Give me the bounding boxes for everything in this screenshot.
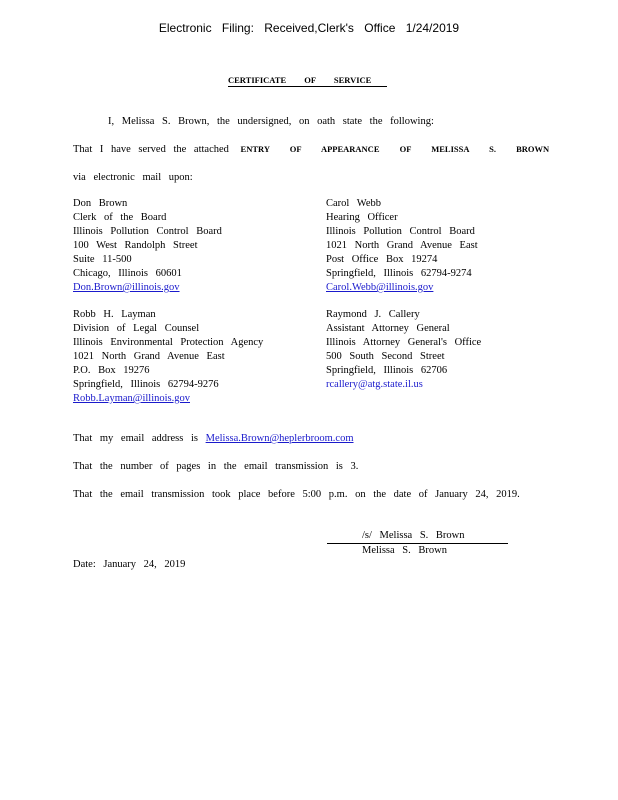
email-prefix: That my email address is [73, 433, 198, 444]
recipient-city: Chicago, Illinois 60601 [73, 268, 182, 279]
recipient-organization: Illinois Environmental Protection Agency [73, 337, 264, 348]
email-address-statement [73, 433, 376, 444]
recipient-po-box: Post Office Box 19274 [326, 254, 438, 265]
recipient-email-link[interactable]: Don.Brown@illinois.gov [73, 282, 180, 293]
recipient-street: 100 West Randolph Street [73, 240, 198, 251]
recipient-block [73, 197, 222, 295]
recipient-title: Assistant Attorney General [326, 323, 450, 334]
recipient-title: Clerk of the Board [73, 212, 167, 223]
served-statement [73, 144, 549, 155]
page-count-statement: That the number of pages in the email transmission is 3. [73, 461, 359, 472]
date-line: Date: January 24, 2019 [73, 559, 186, 570]
service-method: via electronic mail upon: [73, 172, 193, 183]
served-document: ENTRY OF APPEARANCE OF MELISSA S. BROWN [240, 144, 550, 154]
recipient-po-box: P.O. Box 19276 [73, 365, 150, 376]
served-prefix: That I have served the attached [73, 144, 229, 155]
recipient-name: Carol Webb [326, 198, 381, 209]
recipient-block [326, 197, 478, 295]
recipient-city: Springfield, Illinois 62706 [326, 365, 448, 376]
recipient-block [73, 308, 263, 406]
recipient-name: Don Brown [73, 198, 128, 209]
recipient-suite: Suite 11-500 [73, 254, 132, 265]
signature-conformed: /s/ Melissa S. Brown [362, 530, 465, 541]
recipient-city: Springfield, Illinois 62794-9274 [326, 268, 472, 279]
recipient-street: 500 South Second Street [326, 351, 445, 362]
signature-line [327, 543, 508, 544]
recipient-organization: Illinois Pollution Control Board [73, 226, 222, 237]
recipient-organization: Illinois Attorney General's Office [326, 337, 482, 348]
recipient-street: 1021 North Grand Avenue East [326, 240, 478, 251]
certificate-title: CERTIFICATE OF SERVICE [228, 75, 387, 87]
oath-statement: I, Melissa S. Brown, the undersigned, on oath state the following: [108, 116, 434, 127]
recipient-city: Springfield, Illinois 62794-9276 [73, 379, 219, 390]
recipient-street: 1021 North Grand Avenue East [73, 351, 225, 362]
recipient-organization: Illinois Pollution Control Board [326, 226, 475, 237]
filing-stamp-header: Electronic Filing: Received,Clerk's Office 1/24/2019 [158, 21, 460, 35]
recipient-title: Hearing Officer [326, 212, 398, 223]
recipient-name: Robb H. Layman [73, 309, 156, 320]
recipient-email-link[interactable]: rcallery@atg.state.il.us [326, 379, 423, 390]
sender-email-link[interactable]: Melissa.Brown@heplerbroom.com [205, 433, 354, 444]
recipient-email-link[interactable]: Carol.Webb@illinois.gov [326, 282, 434, 293]
recipient-title: Division of Legal Counsel [73, 323, 200, 334]
recipient-name: Raymond J. Callery [326, 309, 420, 320]
recipient-block [326, 308, 481, 392]
recipient-email-link[interactable]: Robb.Layman@illinois.gov [73, 393, 190, 404]
transmission-time-statement: That the email transmission took place before 5:00 p.m. on the date of January 24, 2019. [73, 489, 520, 500]
signer-name: Melissa S. Brown [362, 545, 447, 556]
